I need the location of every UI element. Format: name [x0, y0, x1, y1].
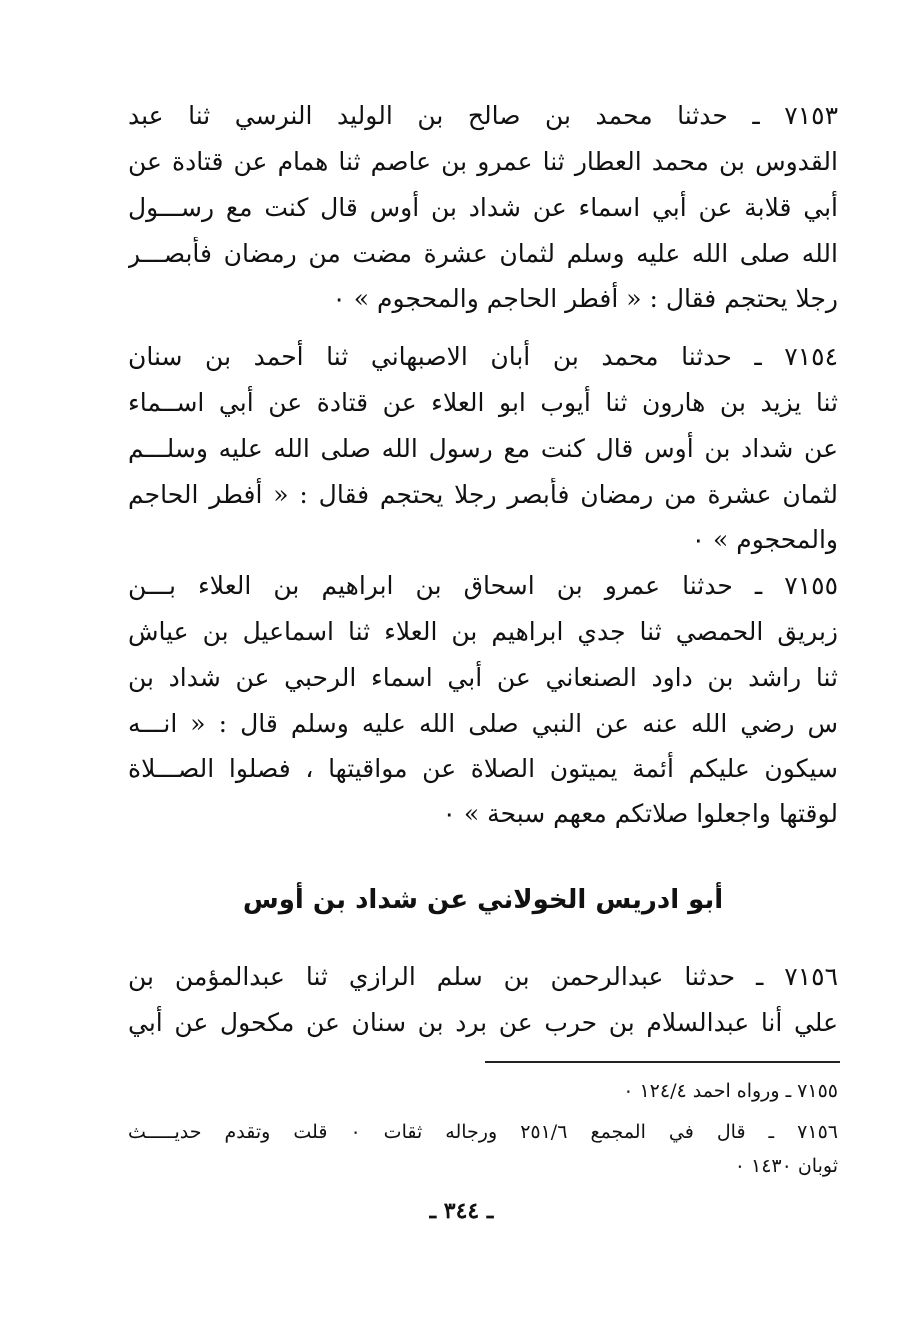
hadith-7154-line-2: ثنا يزيد بن هارون ثنا أيوب ابو العلاء عن قتادة عن أبي اســماء — [128, 388, 838, 417]
hadith-7154-line-4: لثمان عشرة من رمضان فأبصر رجلا يحتجم فقال : « أفطر الحاجم — [128, 480, 838, 509]
hadith-7155-line-4: س رضي الله عنه عن النبي صلى الله عليه وسلم قال : « انـــه — [128, 709, 838, 738]
footnote-7155: ٧١٥٥ ـ ورواه احمد ١٢٤/٤ ٠ — [623, 1080, 838, 1102]
hadith-7156-line-2: علي أنا عبدالسلام بن حرب عن برد بن سنان عن مكحول عن أبي — [128, 1008, 838, 1037]
hadith-7153-line-2: القدوس بن محمد العطار ثنا عمرو بن عاصم ثنا همام عن قتادة عن — [128, 147, 838, 176]
hadith-7153-line-1: ٧١٥٣ ـ حدثنا محمد بن صالح بن الوليد النرسي ثنا عبد — [128, 101, 838, 130]
section-heading: أبو ادريس الخولاني عن شداد بن أوس — [242, 885, 724, 915]
hadith-7154-line-5: والمحجوم » ٠ — [691, 525, 838, 554]
hadith-7155-line-2: زبريق الحمصي ثنا جدي ابراهيم بن العلاء ثنا اسماعيل بن عياش — [128, 617, 838, 646]
hadith-7155-line-1: ٧١٥٥ ـ حدثنا عمرو بن اسحاق بن ابراهيم بن العلاء بـــن — [128, 571, 838, 600]
hadith-7155-line-5: سيكون عليكم أئمة يميتون الصلاة عن مواقيتها ، فصلوا الصـــلاة — [128, 754, 838, 783]
page-number: ـ ٣٤٤ ـ — [429, 1198, 494, 1224]
footnote-divider — [485, 1061, 840, 1063]
hadith-7155-line-6: لوقتها واجعلوا صلاتكم معهم سبحة » ٠ — [442, 799, 838, 828]
footnote-7156-line-2: ثوبان ١٤٣٠ ٠ — [734, 1155, 838, 1177]
hadith-7155-line-3: ثنا راشد بن داود الصنعاني عن أبي اسماء الرحبي عن شداد بن — [128, 663, 838, 692]
hadith-7156-line-1: ٧١٥٦ ـ حدثنا عبدالرحمن بن سلم الرازي ثنا عبدالمؤمن بن — [128, 962, 838, 991]
footnote-7156-line-1: ٧١٥٦ ـ قال في المجمع ٢٥١/٦ ورجاله ثقات ٠ قلت وتقدم حديـــــث — [128, 1121, 838, 1143]
hadith-7153-line-4: الله صلى الله عليه وسلم لثمان عشرة مضت من رمضان فأبصـــر — [128, 239, 838, 268]
hadith-7153-line-3: أبي قلابة عن أبي اسماء عن شداد بن أوس قال كنت مع رســـول — [128, 193, 838, 222]
hadith-7153-line-5: رجلا يحتجم فقال : « أفطر الحاجم والمحجوم » ٠ — [332, 284, 838, 313]
hadith-7154-line-1: ٧١٥٤ ـ حدثنا محمد بن أبان الاصبهاني ثنا أحمد بن سنان — [128, 342, 838, 371]
hadith-7154-line-3: عن شداد بن أوس قال كنت مع رسول الله صلى الله عليه وسلـــم — [128, 434, 838, 463]
